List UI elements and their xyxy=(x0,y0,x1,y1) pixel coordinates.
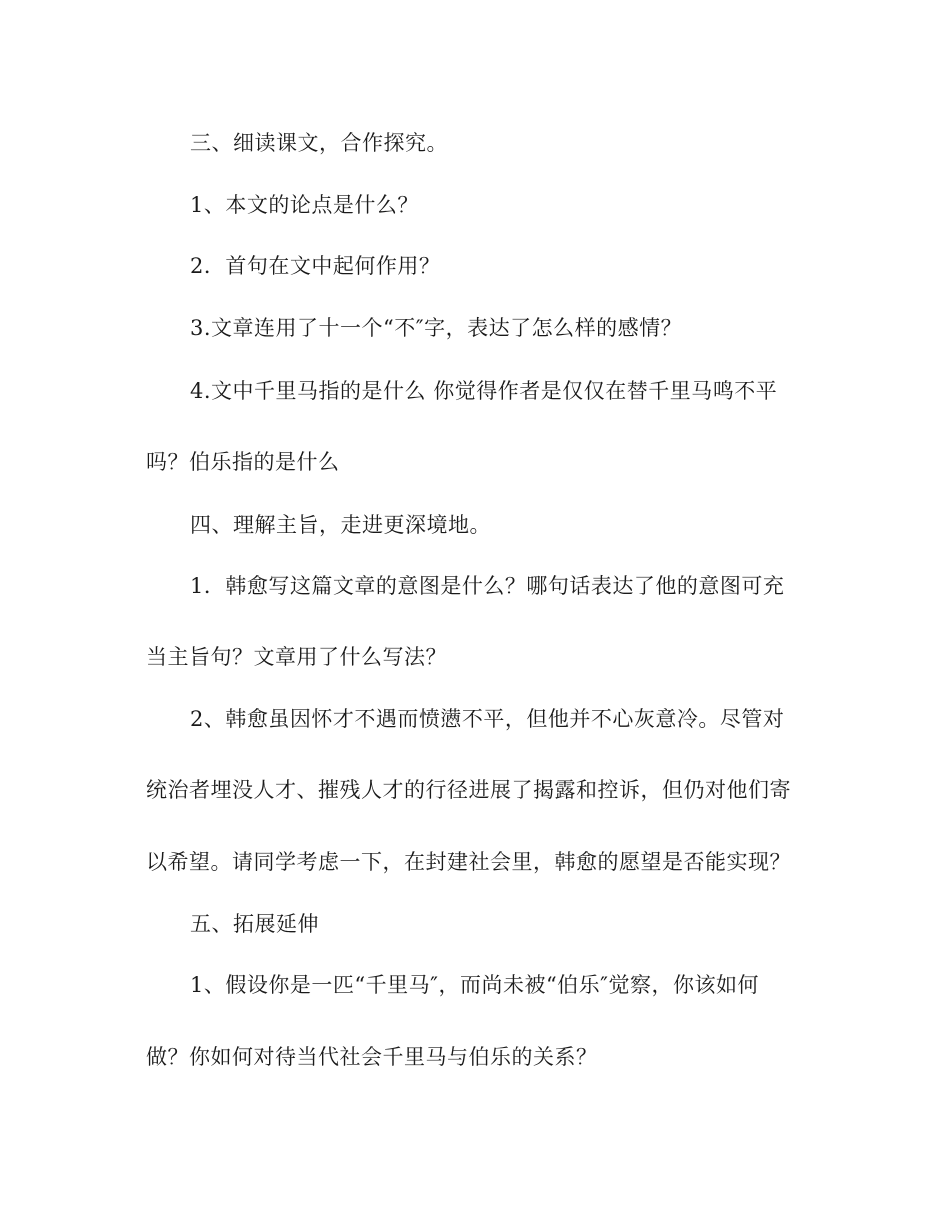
question-4-line-2: 吗？伯乐指的是什么 xyxy=(146,450,340,474)
question-2: 2．首句在文中起何作用？ xyxy=(190,254,441,278)
section-5-item-1-line-2: 做？你如何对待当代社会千里马与伯乐的关系？ xyxy=(146,1045,598,1069)
question-1: 1、本文的论点是什么？ xyxy=(190,193,419,217)
section-4-item-2-line-2: 统治者埋没人才、摧残人才的行径进展了揭露和控诉，但仍对他们寄 xyxy=(146,778,791,802)
question-3: 3.文章连用了十一个“不″字，表达了怎么样的感情？ xyxy=(190,316,683,340)
section-heading-5: 五、拓展延伸 xyxy=(190,912,319,936)
section-4-item-1-line-1: 1．韩愈写这篇文章的意图是什么？哪句话表达了他的意图可充 xyxy=(190,574,785,598)
section-heading-4: 四、理解主旨，走进更深境地。 xyxy=(190,513,491,537)
section-4-item-1-line-2: 当主旨句？文章用了什么写法？ xyxy=(146,645,447,669)
section-4-item-2-line-3: 以希望。请同学考虑一下，在封建社会里，韩愈的愿望是否能实现？ xyxy=(146,850,791,874)
section-heading-3: 三、细读课文，合作探究。 xyxy=(190,131,448,155)
question-4-line-1: 4.文中千里马指的是什么 你觉得作者是仅仅在替千里马鸣不平 xyxy=(190,379,778,403)
section-4-item-2-line-1: 2、韩愈虽因怀才不遇而愤懑不平，但他并不心灰意冷。尽管对 xyxy=(190,707,785,731)
section-5-item-1-line-1: 1、假设你是一匹“千里马″，而尚未被“伯乐″觉察，你该如何 xyxy=(190,973,760,997)
